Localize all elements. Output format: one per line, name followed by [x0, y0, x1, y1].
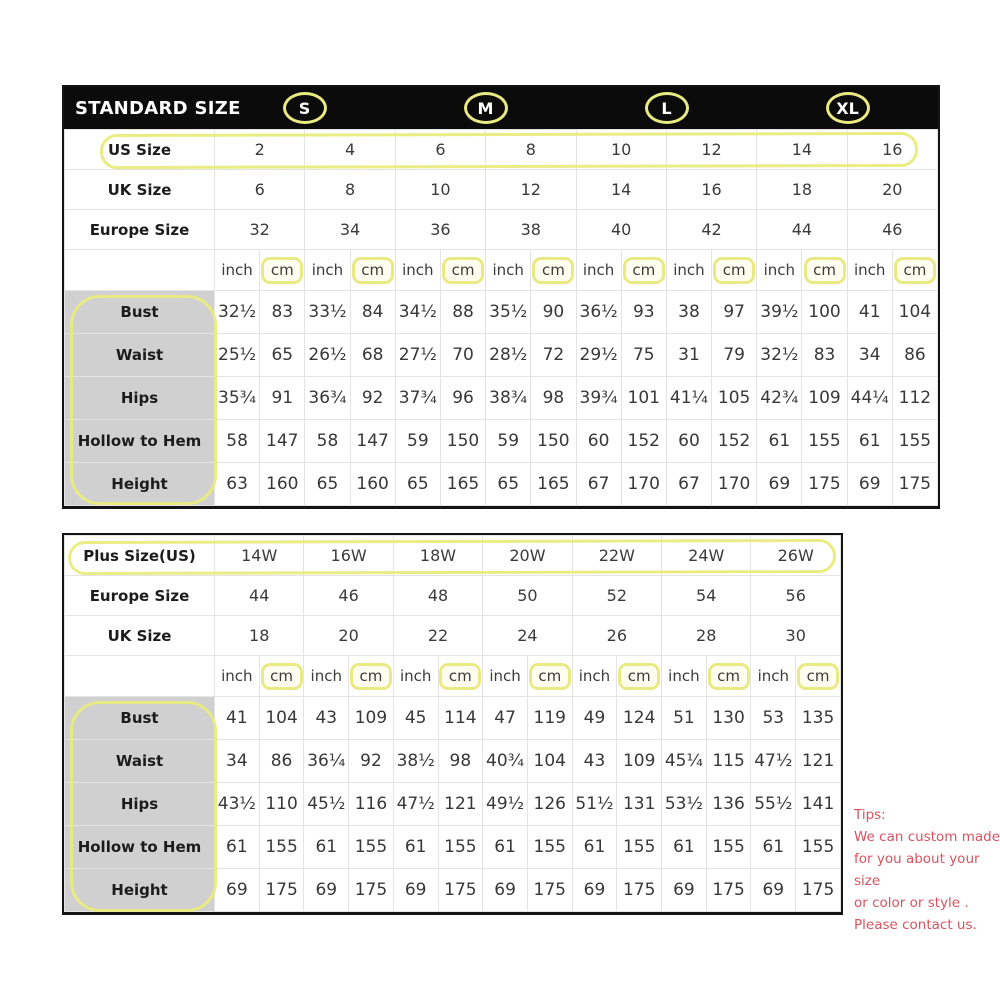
size-cell: 24W [662, 536, 751, 576]
measure-cell-inch: 41 [215, 697, 260, 740]
inch-unit-label: inch [576, 250, 621, 291]
size-cell: 24 [483, 616, 572, 656]
size-cell: 20 [304, 616, 393, 656]
row-height [65, 463, 938, 506]
measure-cell-cm: 104 [892, 291, 937, 334]
measure-cell-inch: 59 [395, 420, 440, 463]
measure-cell-inch: 44¼ [847, 377, 892, 420]
size-cell: 54 [662, 576, 751, 616]
row-label-bust: Bust [65, 291, 215, 334]
standard-size-grid [64, 129, 938, 506]
measure-cell-inch: 38 [666, 291, 711, 334]
size-badge-m: M [464, 92, 508, 124]
measure-cell-inch: 36½ [576, 291, 621, 334]
measure-cell-inch: 65 [305, 463, 350, 506]
size-cell: 26 [572, 616, 661, 656]
measure-cell-cm: 119 [527, 697, 572, 740]
badge-cell [214, 87, 395, 129]
measure-cell-cm: 97 [712, 291, 757, 334]
measure-cell-cm: 124 [617, 697, 662, 740]
measure-cell-cm: 126 [527, 783, 572, 826]
row-bust [65, 697, 841, 740]
inch-unit-label: inch [393, 656, 438, 697]
tips-line: or color or style . [854, 895, 969, 911]
measure-cell-inch: 37¾ [395, 377, 440, 420]
size-cell: 46 [304, 576, 393, 616]
measure-cell-cm: 150 [440, 420, 485, 463]
measure-cell-inch: 28½ [486, 334, 531, 377]
measure-cell-cm: 175 [527, 869, 572, 912]
measure-cell-inch: 67 [576, 463, 621, 506]
measure-cell-inch: 63 [215, 463, 260, 506]
row-label-height: Height [65, 463, 215, 506]
measure-cell-cm: 155 [802, 420, 847, 463]
measure-cell-inch: 32½ [215, 291, 260, 334]
measure-cell-cm: 165 [531, 463, 576, 506]
inch-unit-label: inch [483, 656, 528, 697]
cm-unit-cell [438, 656, 483, 697]
measure-cell-cm: 155 [617, 826, 662, 869]
cm-unit-highlight: cm [350, 663, 392, 690]
row-label-plus-size-us: Plus Size(US) [65, 536, 215, 576]
measure-cell-inch: 47½ [751, 740, 796, 783]
size-cell: 28 [662, 616, 751, 656]
size-badge-xl: XL [826, 92, 870, 124]
size-cell: 52 [572, 576, 661, 616]
measure-cell-inch: 45½ [304, 783, 349, 826]
size-badge-area [214, 87, 938, 129]
size-cell: 44 [215, 576, 304, 616]
size-cell: 40 [576, 210, 666, 250]
size-cell: 46 [847, 210, 937, 250]
cm-unit-cell [706, 656, 751, 697]
measure-cell-inch: 42¾ [757, 377, 802, 420]
measure-cell-inch: 61 [393, 826, 438, 869]
cm-unit-cell [349, 656, 394, 697]
measure-cell-cm: 152 [712, 420, 757, 463]
cm-unit-highlight: cm [713, 257, 755, 284]
measure-cell-cm: 121 [438, 783, 483, 826]
measure-cell-cm: 175 [802, 463, 847, 506]
measure-cell-cm: 155 [527, 826, 572, 869]
size-cell: 16W [304, 536, 393, 576]
measure-cell-inch: 34½ [395, 291, 440, 334]
measure-cell-cm: 175 [796, 869, 841, 912]
measure-cell-inch: 45 [393, 697, 438, 740]
plus-size-grid [64, 535, 841, 912]
size-cell: 16 [847, 130, 937, 170]
cm-unit-cell [796, 656, 841, 697]
tips-lines [854, 826, 1000, 936]
tips-note [854, 804, 1000, 936]
measure-cell-inch: 43 [304, 697, 349, 740]
measure-cell-cm: 155 [892, 420, 937, 463]
row-label-europe-size: Europe Size [65, 210, 215, 250]
row-label-europe-size: Europe Size [65, 576, 215, 616]
measure-cell-cm: 152 [621, 420, 666, 463]
measure-cell-cm: 170 [712, 463, 757, 506]
size-cell: 22 [393, 616, 482, 656]
measure-cell-inch: 69 [847, 463, 892, 506]
measure-cell-inch: 43 [572, 740, 617, 783]
size-cell: 8 [305, 170, 395, 210]
cm-unit-cell [260, 250, 305, 291]
measure-cell-inch: 55½ [751, 783, 796, 826]
size-cell: 38 [486, 210, 576, 250]
measure-cell-cm: 75 [621, 334, 666, 377]
measure-cell-inch: 58 [305, 420, 350, 463]
size-cell: 42 [666, 210, 756, 250]
cm-unit-highlight: cm [442, 257, 484, 284]
size-cell: 48 [393, 576, 482, 616]
measure-cell-cm: 88 [440, 291, 485, 334]
size-cell: 36 [395, 210, 485, 250]
cm-unit-highlight: cm [623, 257, 665, 284]
measure-cell-inch: 69 [304, 869, 349, 912]
size-cell: 56 [751, 576, 841, 616]
badge-cell [757, 87, 938, 129]
cm-unit-highlight: cm [894, 257, 936, 284]
inch-unit-label: inch [304, 656, 349, 697]
measure-cell-cm: 155 [796, 826, 841, 869]
cm-unit-highlight: cm [261, 257, 303, 284]
unit-row-empty-label [65, 250, 215, 291]
size-cell: 22W [572, 536, 661, 576]
measure-cell-cm: 155 [259, 826, 304, 869]
row-label-hollow-to-hem: Hollow to Hem [65, 420, 215, 463]
measure-cell-cm: 86 [892, 334, 937, 377]
cm-unit-highlight: cm [618, 663, 660, 690]
measure-cell-cm: 110 [259, 783, 304, 826]
cm-unit-highlight: cm [532, 257, 574, 284]
row-label-uk-size: UK Size [65, 616, 215, 656]
measure-cell-inch: 53 [751, 697, 796, 740]
measure-cell-cm: 121 [796, 740, 841, 783]
cm-unit-cell [621, 250, 666, 291]
measure-cell-inch: 69 [483, 869, 528, 912]
tips-line: for you about your size [854, 851, 980, 889]
row-label-hollow-to-hem: Hollow to Hem [65, 826, 215, 869]
measure-cell-inch: 49½ [483, 783, 528, 826]
measure-cell-cm: 109 [349, 697, 394, 740]
measure-cell-inch: 34 [215, 740, 260, 783]
row-label-us-size: US Size [65, 130, 215, 170]
measure-cell-inch: 60 [576, 420, 621, 463]
measure-cell-cm: 104 [527, 740, 572, 783]
size-cell: 18 [215, 616, 304, 656]
inch-unit-label: inch [757, 250, 802, 291]
inch-unit-label: inch [305, 250, 350, 291]
size-cell: 50 [483, 576, 572, 616]
measure-cell-cm: 175 [617, 869, 662, 912]
inch-unit-label: inch [662, 656, 707, 697]
row-europe-size [65, 210, 938, 250]
size-cell: 12 [486, 170, 576, 210]
measure-cell-inch: 61 [215, 826, 260, 869]
row-bust [65, 291, 938, 334]
size-cell: 6 [215, 170, 305, 210]
row-height [65, 869, 841, 912]
measure-cell-inch: 61 [662, 826, 707, 869]
row-uk-size [65, 616, 841, 656]
size-cell: 44 [757, 210, 847, 250]
measure-cell-cm: 96 [440, 377, 485, 420]
inch-unit-label: inch [751, 656, 796, 697]
measure-cell-inch: 61 [304, 826, 349, 869]
measure-cell-cm: 65 [260, 334, 305, 377]
measure-cell-cm: 165 [440, 463, 485, 506]
measure-cell-inch: 35¾ [215, 377, 260, 420]
measure-cell-inch: 36¾ [305, 377, 350, 420]
measure-cell-inch: 36¼ [304, 740, 349, 783]
measure-cell-cm: 141 [796, 783, 841, 826]
size-cell: 18 [757, 170, 847, 210]
measure-cell-inch: 69 [393, 869, 438, 912]
measure-cell-inch: 69 [215, 869, 260, 912]
measure-cell-cm: 79 [712, 334, 757, 377]
measure-cell-inch: 26½ [305, 334, 350, 377]
measure-cell-cm: 98 [531, 377, 576, 420]
inch-unit-label: inch [666, 250, 711, 291]
measure-cell-inch: 69 [572, 869, 617, 912]
row-hollow-to-hem [65, 826, 841, 869]
inch-unit-label: inch [215, 656, 260, 697]
measure-cell-cm: 147 [350, 420, 395, 463]
cm-unit-highlight: cm [439, 663, 481, 690]
cm-unit-cell [350, 250, 395, 291]
measure-cell-cm: 116 [349, 783, 394, 826]
row-label-waist: Waist [65, 740, 215, 783]
measure-cell-cm: 84 [350, 291, 395, 334]
cm-unit-cell [527, 656, 572, 697]
row-plus-size-us [65, 536, 841, 576]
measure-cell-inch: 29½ [576, 334, 621, 377]
measure-cell-cm: 136 [706, 783, 751, 826]
measure-cell-inch: 69 [662, 869, 707, 912]
measure-cell-cm: 70 [440, 334, 485, 377]
standard-size-table [62, 85, 940, 509]
cm-unit-cell [617, 656, 662, 697]
measure-cell-cm: 135 [796, 697, 841, 740]
measure-cell-inch: 60 [666, 420, 711, 463]
measure-cell-inch: 35½ [486, 291, 531, 334]
size-cell: 14W [215, 536, 304, 576]
row-units [65, 656, 841, 697]
measure-cell-cm: 175 [259, 869, 304, 912]
measure-cell-cm: 155 [349, 826, 394, 869]
measure-cell-inch: 53½ [662, 783, 707, 826]
size-badge-l: L [645, 92, 689, 124]
size-cell: 6 [395, 130, 485, 170]
row-waist [65, 334, 938, 377]
row-label-height: Height [65, 869, 215, 912]
measure-cell-inch: 47 [483, 697, 528, 740]
measure-cell-inch: 58 [215, 420, 260, 463]
measure-cell-cm: 101 [621, 377, 666, 420]
measure-cell-inch: 34 [847, 334, 892, 377]
tips-line: We can custom made [854, 829, 1000, 845]
measure-cell-inch: 61 [751, 826, 796, 869]
row-label-uk-size: UK Size [65, 170, 215, 210]
measure-cell-cm: 112 [892, 377, 937, 420]
measure-cell-inch: 39½ [757, 291, 802, 334]
row-us-size [65, 130, 938, 170]
inch-unit-label: inch [395, 250, 440, 291]
inch-unit-label: inch [486, 250, 531, 291]
measure-cell-cm: 90 [531, 291, 576, 334]
measure-cell-cm: 83 [802, 334, 847, 377]
row-label-bust: Bust [65, 697, 215, 740]
measure-cell-cm: 104 [259, 697, 304, 740]
measure-cell-cm: 147 [260, 420, 305, 463]
measure-cell-inch: 38½ [393, 740, 438, 783]
cm-unit-cell [892, 250, 937, 291]
size-cell: 12 [666, 130, 756, 170]
measure-cell-cm: 130 [706, 697, 751, 740]
unit-row-empty-label [65, 656, 215, 697]
measure-cell-inch: 40¾ [483, 740, 528, 783]
measure-cell-inch: 32½ [757, 334, 802, 377]
measure-cell-cm: 175 [892, 463, 937, 506]
measure-cell-cm: 105 [712, 377, 757, 420]
cm-unit-highlight: cm [529, 663, 571, 690]
cm-unit-cell [531, 250, 576, 291]
measure-cell-inch: 69 [751, 869, 796, 912]
cm-unit-highlight: cm [797, 663, 839, 690]
size-cell: 20 [847, 170, 937, 210]
measure-cell-cm: 92 [350, 377, 395, 420]
tips-title: Tips: [854, 807, 886, 823]
measure-cell-inch: 31 [666, 334, 711, 377]
row-europe-size [65, 576, 841, 616]
measure-cell-cm: 155 [438, 826, 483, 869]
plus-size-table [62, 533, 843, 915]
inch-unit-label: inch [572, 656, 617, 697]
measure-cell-inch: 27½ [395, 334, 440, 377]
row-uk-size [65, 170, 938, 210]
measure-cell-cm: 155 [706, 826, 751, 869]
measure-cell-inch: 69 [757, 463, 802, 506]
measure-cell-inch: 59 [486, 420, 531, 463]
measure-cell-cm: 160 [260, 463, 305, 506]
standard-size-header [64, 87, 938, 129]
cm-unit-cell [802, 250, 847, 291]
measure-cell-cm: 86 [259, 740, 304, 783]
measure-cell-inch: 61 [483, 826, 528, 869]
cm-unit-highlight: cm [804, 257, 846, 284]
size-cell: 16 [666, 170, 756, 210]
size-cell: 20W [483, 536, 572, 576]
size-badge-s: S [283, 92, 327, 124]
row-hips [65, 377, 938, 420]
cm-unit-highlight: cm [708, 663, 750, 690]
row-hips [65, 783, 841, 826]
measure-cell-cm: 109 [617, 740, 662, 783]
row-label-hips: Hips [65, 377, 215, 420]
inch-unit-label: inch [215, 250, 260, 291]
size-cell: 2 [215, 130, 305, 170]
size-cell: 4 [305, 130, 395, 170]
measure-cell-inch: 43½ [215, 783, 260, 826]
measure-cell-inch: 38¾ [486, 377, 531, 420]
measure-cell-inch: 45¼ [662, 740, 707, 783]
measure-cell-cm: 170 [621, 463, 666, 506]
measure-cell-inch: 67 [666, 463, 711, 506]
measure-cell-cm: 93 [621, 291, 666, 334]
measure-cell-cm: 160 [350, 463, 395, 506]
measure-cell-cm: 175 [438, 869, 483, 912]
measure-cell-inch: 61 [572, 826, 617, 869]
measure-cell-inch: 51 [662, 697, 707, 740]
row-label-hips: Hips [65, 783, 215, 826]
measure-cell-inch: 41¼ [666, 377, 711, 420]
cm-unit-highlight: cm [261, 663, 303, 690]
size-cell: 30 [751, 616, 841, 656]
measure-cell-inch: 47½ [393, 783, 438, 826]
row-label-waist: Waist [65, 334, 215, 377]
size-cell: 8 [486, 130, 576, 170]
measure-cell-cm: 150 [531, 420, 576, 463]
size-cell: 10 [576, 130, 666, 170]
measure-cell-inch: 41 [847, 291, 892, 334]
measure-cell-inch: 65 [395, 463, 440, 506]
measure-cell-inch: 33½ [305, 291, 350, 334]
row-waist [65, 740, 841, 783]
measure-cell-inch: 25½ [215, 334, 260, 377]
measure-cell-cm: 109 [802, 377, 847, 420]
inch-unit-label: inch [847, 250, 892, 291]
cm-unit-cell [712, 250, 757, 291]
measure-cell-cm: 68 [350, 334, 395, 377]
measure-cell-inch: 51½ [572, 783, 617, 826]
tips-line: Please contact us. [854, 917, 977, 933]
measure-cell-cm: 114 [438, 697, 483, 740]
size-cell: 10 [395, 170, 485, 210]
measure-cell-cm: 92 [349, 740, 394, 783]
row-units [65, 250, 938, 291]
measure-cell-cm: 175 [349, 869, 394, 912]
size-cell: 26W [751, 536, 841, 576]
standard-size-title: STANDARD SIZE [75, 97, 241, 119]
measure-cell-cm: 115 [706, 740, 751, 783]
measure-cell-cm: 100 [802, 291, 847, 334]
cm-unit-cell [440, 250, 485, 291]
size-cell: 34 [305, 210, 395, 250]
size-cell: 18W [393, 536, 482, 576]
measure-cell-inch: 39¾ [576, 377, 621, 420]
badge-cell [576, 87, 757, 129]
measure-cell-inch: 61 [847, 420, 892, 463]
measure-cell-inch: 61 [757, 420, 802, 463]
measure-cell-cm: 91 [260, 377, 305, 420]
badge-cell [395, 87, 576, 129]
row-hollow-to-hem [65, 420, 938, 463]
measure-cell-cm: 98 [438, 740, 483, 783]
cm-unit-cell [259, 656, 304, 697]
measure-cell-cm: 72 [531, 334, 576, 377]
measure-cell-inch: 49 [572, 697, 617, 740]
size-cell: 14 [576, 170, 666, 210]
measure-cell-cm: 83 [260, 291, 305, 334]
measure-cell-inch: 65 [486, 463, 531, 506]
measure-cell-cm: 175 [706, 869, 751, 912]
size-cell: 32 [215, 210, 305, 250]
size-cell: 14 [757, 130, 847, 170]
cm-unit-highlight: cm [352, 257, 394, 284]
measure-cell-cm: 131 [617, 783, 662, 826]
